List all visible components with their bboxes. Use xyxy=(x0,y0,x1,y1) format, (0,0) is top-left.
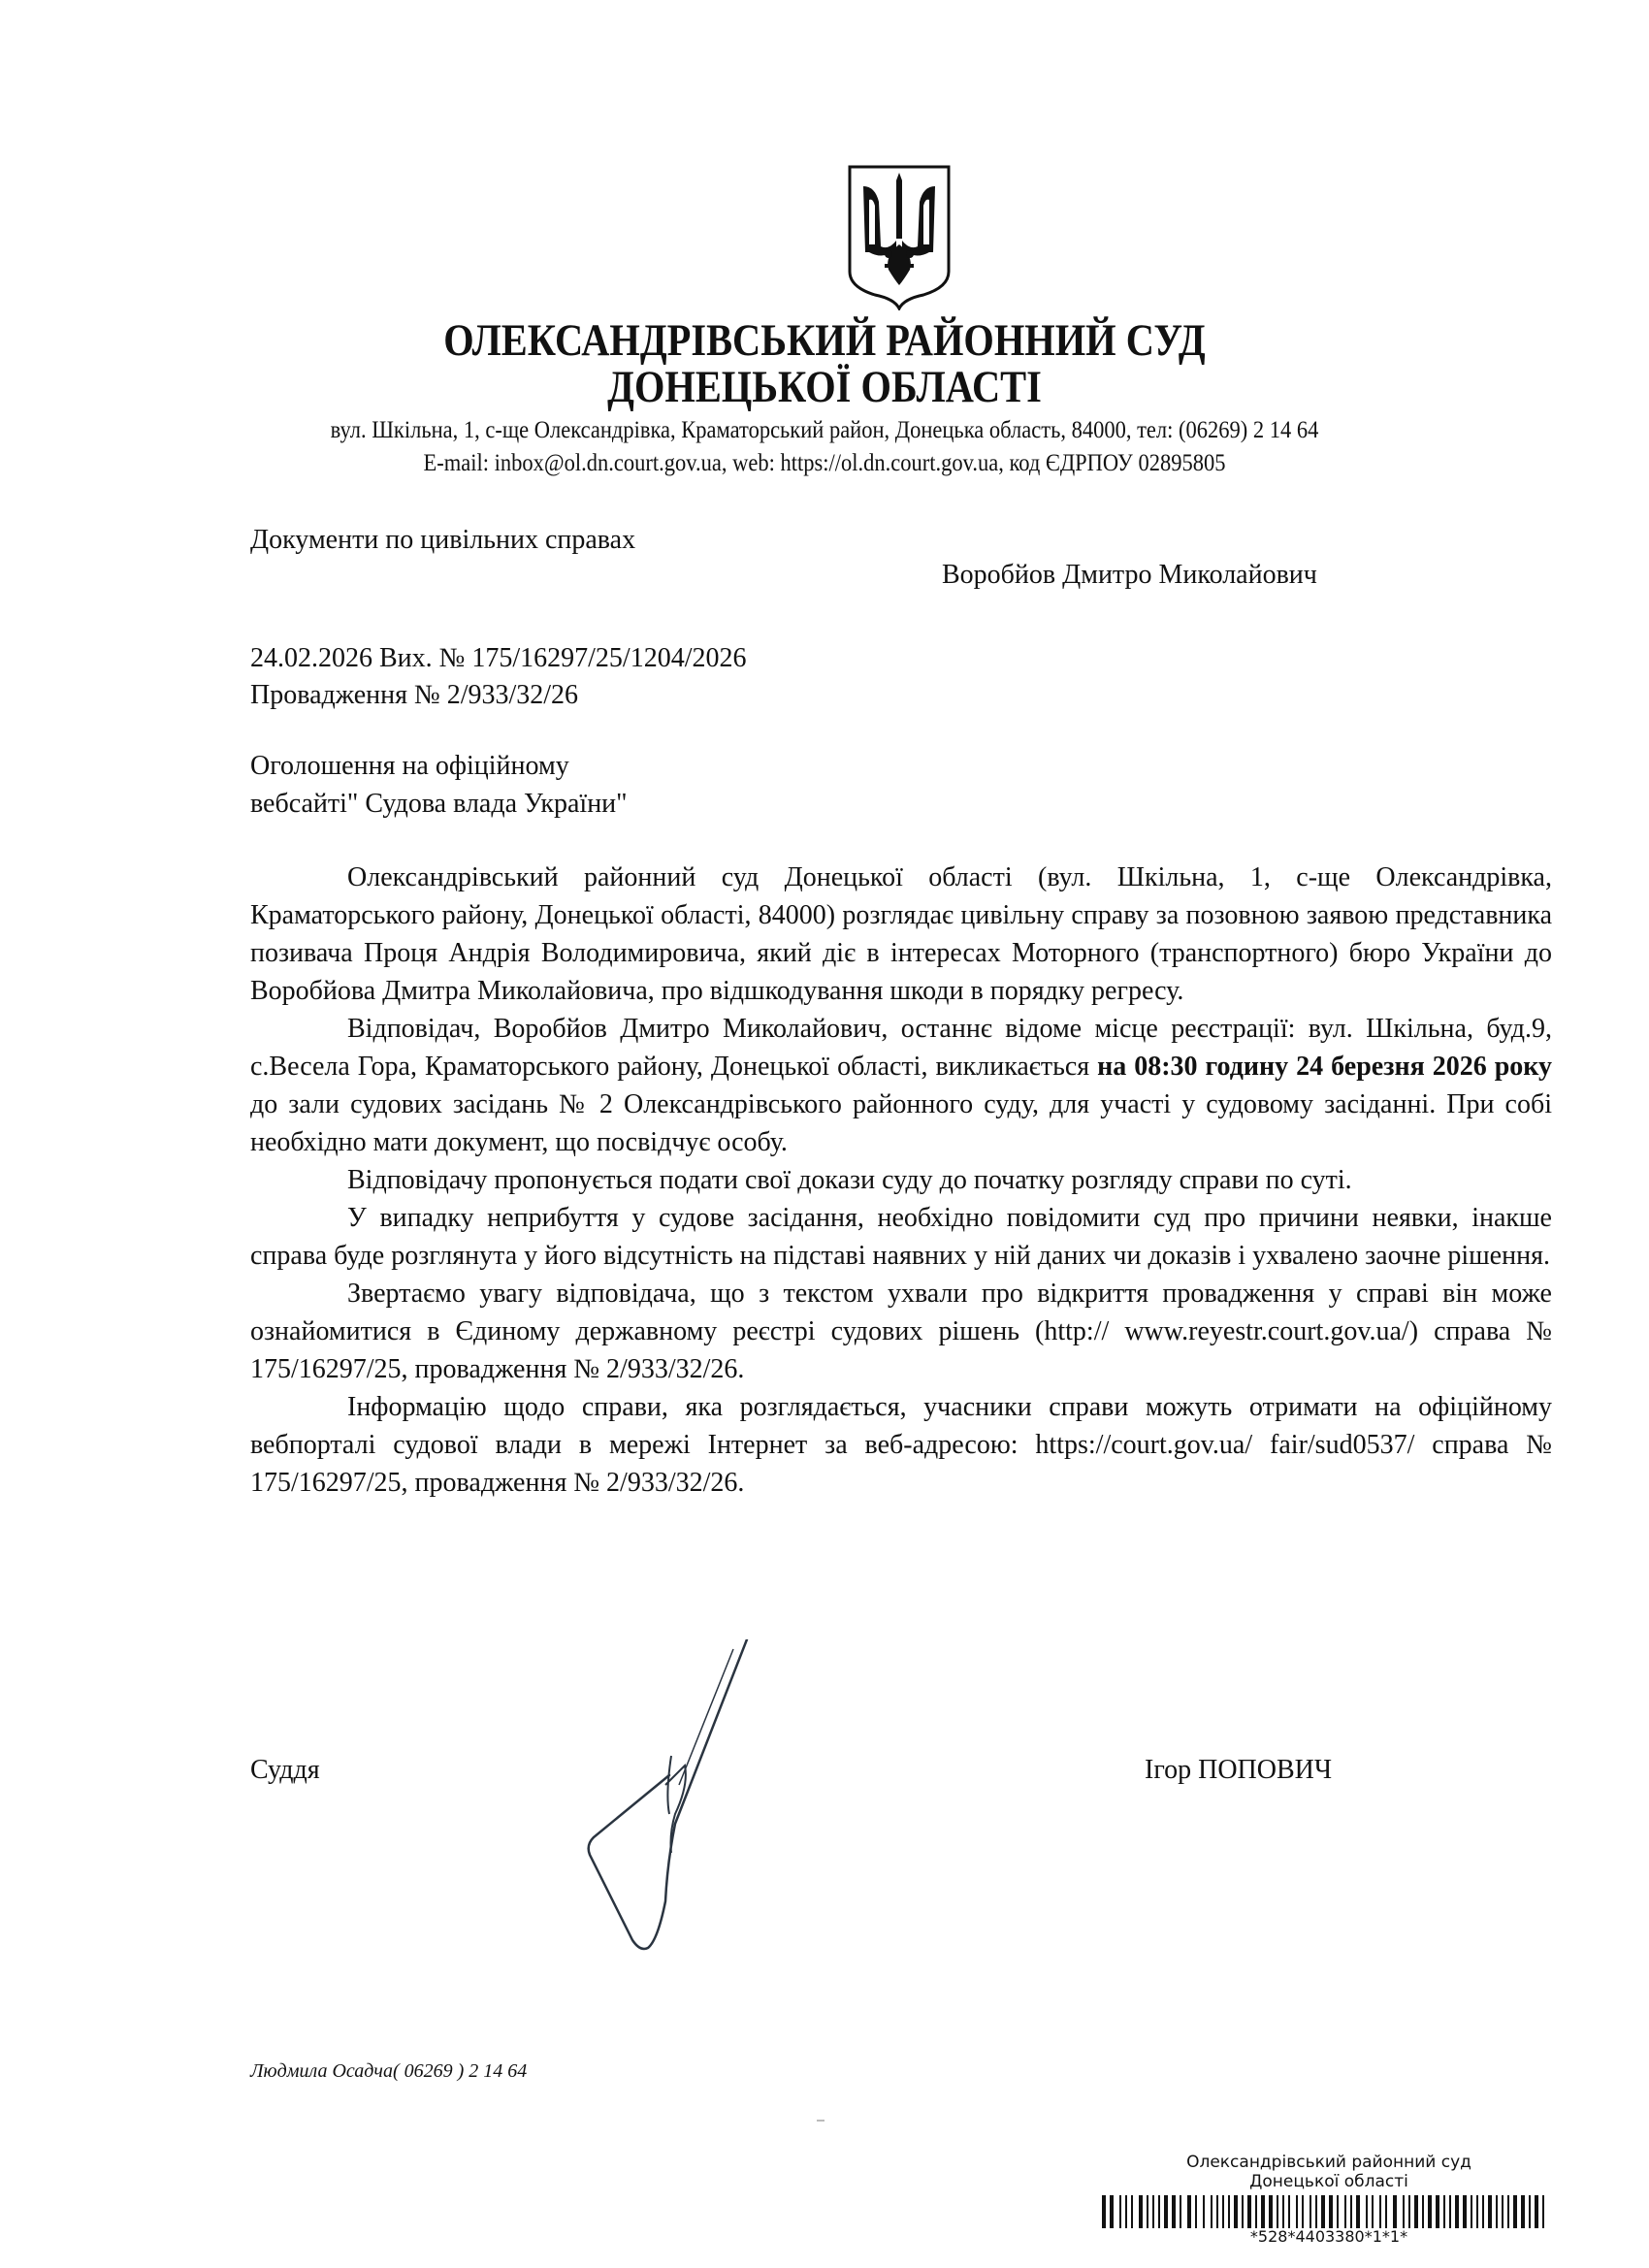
barcode-bar xyxy=(1513,2195,1517,2228)
barcode-bar xyxy=(1393,2195,1397,2228)
paragraph-absence: У випадку неприбуття у судове засідання, необхідно повідомити суд про причини неявки, інакше справа буде розглянута у його відсутність на підставі наявних у ній даних чи доказів і ухвалено заочне рішення. xyxy=(250,1203,1552,1271)
paragraph-evidence: Відповідачу пропонується подати свої докази суду до початку розгляду справи по суті. xyxy=(347,1165,1352,1195)
barcode-bar xyxy=(1502,2195,1504,2228)
handwritten-signature-icon xyxy=(504,1639,757,1960)
barcode-bar xyxy=(1321,2195,1325,2228)
barcode-bar xyxy=(1350,2195,1352,2228)
summons-text-start: Відповідач, Воробйов Дмитро Миколайович, останнє відоме місце реєстрації: вул. Шкільна, буд.9, с.Весела Гора, Краматорського району, Донецької області, викликається xyxy=(250,1014,1552,1082)
judge-name: Ігор ПОПОВИЧ xyxy=(1145,1755,1333,1785)
barcode-bar xyxy=(1228,2195,1230,2228)
barcode-bar xyxy=(1131,2195,1133,2228)
proceeding-number: Провадження № 2/933/32/26 xyxy=(250,680,579,710)
ukraine-coat-of-arms-icon xyxy=(846,163,953,310)
barcode-bar xyxy=(1234,2195,1238,2228)
barcode-bar xyxy=(1261,2195,1265,2228)
barcode-bar xyxy=(1119,2195,1121,2228)
document-type: Документи по цивільних справах xyxy=(250,525,636,555)
barcode-bar xyxy=(1455,2195,1459,2228)
barcode-bar xyxy=(1222,2195,1224,2228)
barcode-bar xyxy=(1443,2195,1445,2228)
barcode-bar xyxy=(1277,2195,1278,2228)
barcode-bar xyxy=(1372,2195,1374,2228)
court-contacts: E-mail: inbox@ol.dn.court.gov.ua, web: https://ol.dn.court.gov.ua, код ЄДРПОУ 02895805 xyxy=(423,450,1226,476)
barcode-bar xyxy=(1414,2195,1418,2228)
barcode xyxy=(1102,2195,1550,2228)
barcode-bar xyxy=(1147,2195,1148,2228)
barcode-bar xyxy=(1476,2195,1478,2228)
paragraph-registry: Звертаємо увагу відповідача, що з текстом ухвали про відкриття провадження у справі він може ознайомитися в Єдиному державному реєстрі судових рішень (http:// www.reyestr.court.gov.ua/) справа № 175/16297/25, провадження № 2/933/32/26. xyxy=(250,1279,1552,1384)
barcode-stamp-line1: Олександрівський районний суд xyxy=(1186,2153,1471,2172)
barcode-bar xyxy=(1158,2195,1160,2228)
court-name-line1: ОЛЕКСАНДРІВСЬКИЙ РАЙОННИЙ СУД xyxy=(443,315,1206,366)
barcode-bar xyxy=(1329,2195,1333,2228)
barcode-bar xyxy=(1211,2195,1212,2228)
barcode-bar xyxy=(1216,2195,1218,2228)
barcode-bar xyxy=(1542,2195,1544,2228)
notice-body xyxy=(250,859,1552,1502)
barcode-bar xyxy=(1535,2195,1538,2228)
barcode-bar xyxy=(1488,2195,1492,2228)
executor-contact: Людмила Осадча( 06269 ) 2 14 64 xyxy=(250,2060,528,2082)
hearing-datetime: на 08:30 годину 24 березня 2026 року xyxy=(1097,1052,1553,1082)
barcode-bar xyxy=(1180,2195,1181,2228)
court-name-line2: ДОНЕЦЬКОЇ ОБЛАСТІ xyxy=(607,362,1042,412)
subject-line1: Оголошення на офіційному xyxy=(250,751,569,781)
summons-text-end: до зали судових засідань № 2 Олександрівського районного суду, для участі у судовому засіданні. При собі необхідно мати документ, що посвідчує особу. xyxy=(250,1089,1552,1157)
barcode-bar xyxy=(1436,2195,1439,2228)
barcode-bar xyxy=(1139,2195,1143,2228)
barcode-bar xyxy=(1310,2195,1311,2228)
barcode-stamp-line2: Донецької області xyxy=(1249,2172,1408,2191)
barcode-bar xyxy=(1356,2195,1360,2228)
recipient-name: Воробйов Дмитро Миколайович xyxy=(942,560,1317,590)
barcode-bar xyxy=(1125,2195,1127,2228)
barcode-bar xyxy=(1337,2195,1339,2228)
barcode-bar xyxy=(1408,2195,1410,2228)
barcode-bar xyxy=(1110,2195,1114,2228)
scan-mark xyxy=(817,2120,824,2122)
barcode-bar xyxy=(1379,2195,1381,2228)
barcode-bar xyxy=(1344,2195,1346,2228)
barcode-bar xyxy=(1449,2195,1451,2228)
barcode-bar xyxy=(1288,2195,1290,2228)
barcode-bar xyxy=(1463,2195,1467,2228)
barcode-bar xyxy=(1242,2195,1244,2228)
barcode-bar xyxy=(1385,2195,1387,2228)
barcode-bar xyxy=(1255,2195,1257,2228)
barcode-number: *528*4403380*1*1* xyxy=(1249,2227,1408,2246)
barcode-bar xyxy=(1187,2195,1191,2228)
barcode-bar xyxy=(1471,2195,1472,2228)
barcode-bar xyxy=(1102,2195,1106,2228)
barcode-bar xyxy=(1529,2195,1531,2228)
barcode-bar xyxy=(1521,2195,1525,2228)
barcode-bar xyxy=(1296,2195,1298,2228)
barcode-bar xyxy=(1164,2195,1168,2228)
barcode-bar xyxy=(1203,2195,1205,2228)
paragraph-portal: Інформацію щодо справи, яка розглядається, учасники справи можуть отримати на офіційному вебпорталі судової влади в мережі Інтернет за веб-адресою: https://court.gov.ua/ fair/sud0537/ справа № 175/16297/25, провадження № 2/933/32/26. xyxy=(250,1392,1552,1498)
barcode-bar xyxy=(1496,2195,1498,2228)
barcode-bar xyxy=(1315,2195,1317,2228)
barcode-bar xyxy=(1482,2195,1484,2228)
barcode-bar xyxy=(1403,2195,1405,2228)
court-address: вул. Шкільна, 1, с-ще Олександрівка, Краматорський район, Донецька область, 84000, тел: (06269) 2 14 64 xyxy=(330,417,1319,443)
subject-line2: вебсайті" Судова влада України" xyxy=(250,789,628,819)
barcode-bar xyxy=(1507,2195,1509,2228)
barcode-bar xyxy=(1428,2195,1432,2228)
outgoing-number: 24.02.2026 Вих. № 175/16297/25/1204/2026 xyxy=(250,643,747,673)
barcode-bar xyxy=(1302,2195,1304,2228)
barcode-bar xyxy=(1366,2195,1368,2228)
barcode-bar xyxy=(1247,2195,1251,2228)
barcode-bar xyxy=(1282,2195,1284,2228)
barcode-bar xyxy=(1152,2195,1154,2228)
barcode-bar xyxy=(1195,2195,1197,2228)
paragraph-summons xyxy=(250,1010,1552,1161)
paragraph-case-description: Олександрівський районний суд Донецької області (вул. Шкільна, 1, с-ще Олександрівка, Краматорського району, Донецької області, 84000) розглядає цивільну справу за позовною заявою представника позивача Проця Андрія Володимировича, який діє в інтересах Моторного (транспортного) бюро України до Воробйова Дмитра Миколайовича, про відшкодування шкоди в порядку регресу. xyxy=(250,862,1552,1006)
barcode-bar xyxy=(1172,2195,1176,2228)
judge-label: Суддя xyxy=(250,1755,320,1785)
barcode-bar xyxy=(1269,2195,1273,2228)
barcode-bar xyxy=(1422,2195,1424,2228)
